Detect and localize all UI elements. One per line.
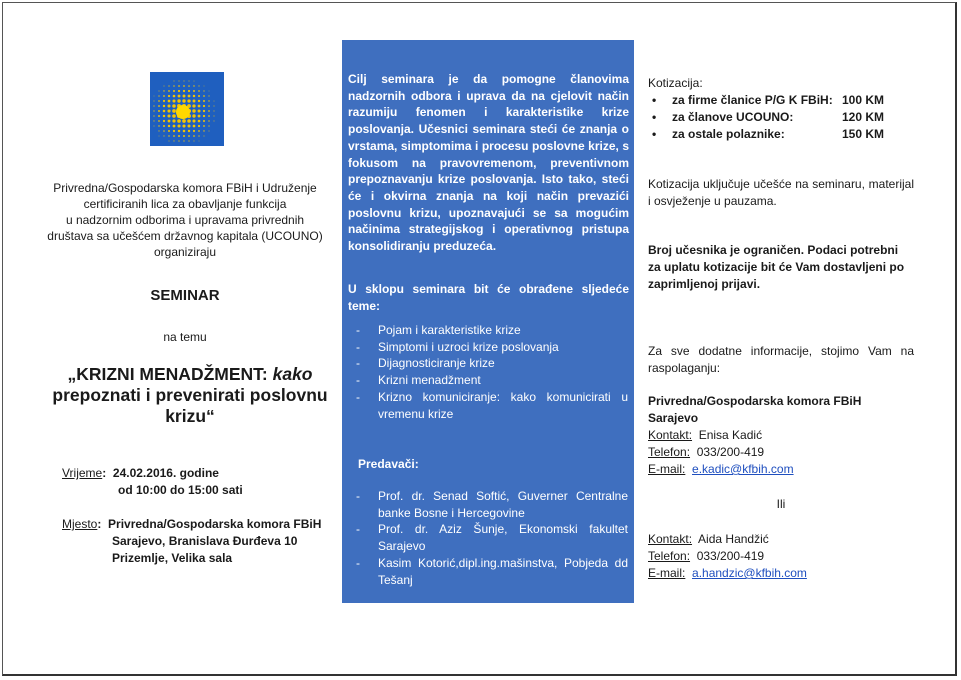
description-panel bbox=[342, 40, 634, 603]
seminar-goal-text: Cilj seminara je da pomogne članovima nadzornih odbora i uprava da na cjelovit način razumiju fenomen i karakteristike krize poslovanja. Učesnici seminara steći će znanja o vrstama, simptomima i procesu poslovne krize, s fokusom na pravovremenom, preventivnom prepoznavanju krize poslovanja. Isto tako, steći će i okvirna znanja na koji način prevazići poslovnu krizu, upoznavajući se sa mogućim načinima strategijskog i operativnog pristupa konsolidiranju preduzeća. bbox=[348, 72, 629, 254]
organizer-text: Privredna/Gospodarska komora FBiH i Udruženje certificiranih lica za obavljanje funkcija u nadzornim odborima i upravama privrednih društava sa učešćem državnog kapitala (UCOUNO) organiziraju bbox=[47, 181, 323, 259]
location-info: Mjesto: Privredna/Gospodarska komora FBiH Sarajevo, Branislava Đurđeva 10 Prizemlje, Velika sala bbox=[62, 517, 322, 565]
list-item: - Prof. dr. Aziz Šunje, Ekonomski fakultet Sarajevo bbox=[356, 521, 628, 554]
time-info: Vrijeme: 24.02.2016. godine od 10:00 do 15:00 sati bbox=[62, 466, 243, 497]
list-item: - Dijagnosticiranje krize bbox=[356, 355, 628, 372]
fees-list bbox=[648, 92, 914, 143]
contact-org-name: Privredna/Gospodarska komora FBiH Sarajevo bbox=[648, 394, 862, 425]
list-item: - Pojam i karakteristike krize bbox=[356, 322, 628, 339]
on-topic-text: na temu bbox=[163, 330, 207, 344]
speakers-list bbox=[356, 488, 628, 588]
list-item: - Krizni menadžment bbox=[356, 372, 628, 389]
list-item: - Kasim Kotorić,dipl.ing.mašinstva, Pobjeda dd Tešanj bbox=[356, 555, 628, 588]
topics-heading: U sklopu seminara bit će obrađene sljedeće teme: bbox=[348, 282, 629, 313]
email-link-handzic[interactable]: a.handzic@kfbih.com bbox=[692, 566, 807, 580]
list-item: • za ostale polaznike: 150 KM bbox=[648, 126, 914, 143]
list-item: • za članove UCOUNO: 120 KM bbox=[648, 109, 914, 126]
email-link-kadic[interactable]: e.kadic@kfbih.com bbox=[692, 462, 794, 476]
seminar-heading: SEMINAR bbox=[150, 287, 220, 304]
time-label: Vrijeme bbox=[62, 466, 103, 480]
fees-section bbox=[648, 75, 914, 143]
fee-includes-text: Kotizacija uključuje učešće na seminaru, materijal i osvježenje u pauzama. bbox=[648, 177, 914, 208]
or-text: Ili bbox=[776, 497, 786, 511]
chamber-logo bbox=[150, 72, 224, 146]
speakers-heading: Predavači: bbox=[358, 457, 419, 471]
seminar-title: „KRIZNI MENADŽMENT: kako prepoznati i prevenirati poslovnu krizu“ bbox=[52, 364, 328, 426]
info-text: Za sve dodatne informacije, stojimo Vam na raspolaganju: bbox=[648, 344, 914, 375]
contacts-section: Privredna/Gospodarska komora FBiH Sarajevo Kontakt: Enisa Kadić Telefon: 033/200-419 E-mail: e.kadic@kfbih.com Ili Kontakt: Aida Handžić Telefon: 033/200-419 E-mail: a.handzic@kfbih.com bbox=[648, 393, 914, 582]
limited-seats-text: Broj učesnika je ograničen. Podaci potrebni za uplatu kotizacije bit će Vam dostavljeni po zaprimljenoj prijavi. bbox=[648, 243, 905, 291]
location-label: Mjesto bbox=[62, 517, 98, 531]
list-item: - Krizno komuniciranje: kako komunicirati u vremenu krize bbox=[356, 389, 628, 422]
fees-heading: Kotizacija: bbox=[648, 76, 703, 90]
list-item: • za firme članice P/G K FBiH: 100 KM bbox=[648, 92, 914, 109]
list-item: - Simptomi i uzroci krize poslovanja bbox=[356, 339, 628, 356]
topics-list bbox=[356, 322, 628, 422]
list-item: - Prof. dr. Senad Softić, Guverner Centralne banke Bosne i Hercegovine bbox=[356, 488, 628, 521]
